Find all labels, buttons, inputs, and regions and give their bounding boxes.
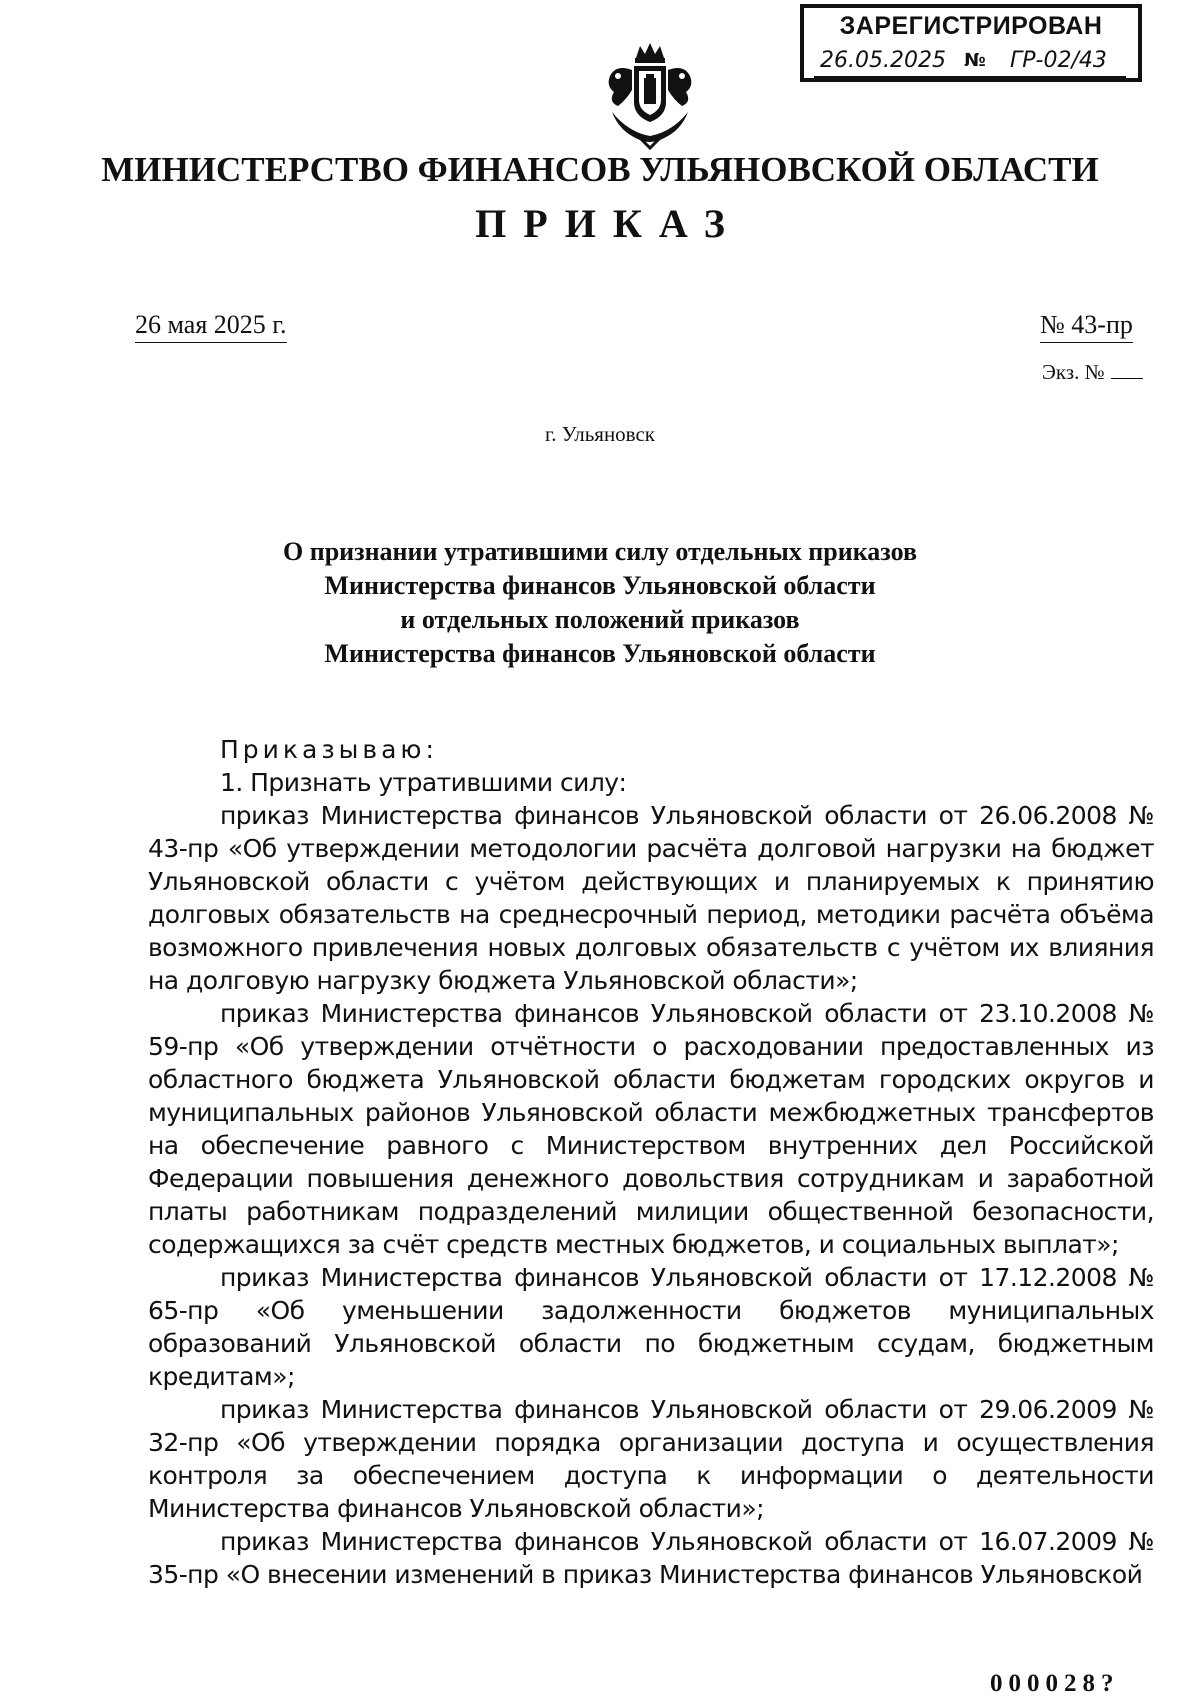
order-subject bbox=[0, 535, 1200, 671]
coat-of-arms-icon bbox=[598, 40, 702, 150]
subject-line: О признании утратившими силу отдельных приказов bbox=[282, 537, 917, 566]
paragraph: приказ Министерства финансов Ульяновской области от 17.12.2008 № 65-пр «Об уменьшении задолженности бюджетов муниципальных образований Ульяновской области по бюджетным ссудам, бюджетным кредитам»; bbox=[148, 1263, 1154, 1391]
order-date: 26 мая 2025 г. bbox=[135, 310, 287, 343]
subject-line: Министерства финансов Ульяновской области bbox=[324, 639, 876, 668]
subject-line: Министерства финансов Ульяновской области bbox=[324, 571, 876, 600]
paragraph: приказ Министерства финансов Ульяновской области от 16.07.2009 № 35-пр «О внесении изменений в приказ Министерства финансов Ульяновской bbox=[148, 1527, 1154, 1589]
city: г. Ульяновск bbox=[544, 422, 655, 446]
ministry-title: МИНИСТЕРСТВО ФИНАНСОВ УЛЬЯНОВСКОЙ ОБЛАСТИ bbox=[101, 150, 1099, 189]
document-type: ПРИКАЗ bbox=[475, 201, 742, 246]
registration-stamp bbox=[800, 4, 1142, 82]
order-word: Приказываю: bbox=[220, 735, 438, 764]
item-1: 1. Признать утратившими силу: bbox=[220, 768, 627, 797]
subject-line: и отдельных положений приказов bbox=[400, 605, 800, 634]
copy-number-blank bbox=[1111, 362, 1143, 379]
stamp-date: 26.05.2025 bbox=[820, 48, 946, 73]
stamp-handwritten-line bbox=[814, 46, 1126, 78]
paragraph: приказ Министерства финансов Ульяновской области от 29.06.2009 № 32-пр «Об утверждении порядка организации доступа и осуществления контроля за обеспечением доступа к информации о деятельности Министерства финансов Ульяновской области»; bbox=[148, 1395, 1154, 1523]
stamp-number-label: № bbox=[964, 50, 986, 71]
copy-number-label: Экз. № bbox=[1042, 360, 1105, 384]
order-body bbox=[148, 733, 1154, 1591]
stamp-number: ГР-02/43 bbox=[1010, 48, 1107, 73]
page-code: 000028? bbox=[990, 1670, 1120, 1697]
order-number: № 43-пр bbox=[1040, 310, 1133, 343]
stamp-title: ЗАРЕГИСТРИРОВАН bbox=[839, 12, 1103, 40]
paragraph: приказ Министерства финансов Ульяновской области от 26.06.2008 № 43-пр «Об утверждении методологии расчёта долговой нагрузки на бюджет Ульяновской области с учётом действующих и планируемых к принятию долговых обязательств на среднесрочный период, методики расчёта объёма возможного привлечения новых долговых обязательств с учётом их влияния на долговую нагрузку бюджета Ульяновской области»; bbox=[148, 801, 1154, 995]
copy-number bbox=[1042, 360, 1143, 385]
paragraph: приказ Министерства финансов Ульяновской области от 23.10.2008 № 59-пр «Об утверждении отчётности о расходовании предоставленных из областного бюджета Ульяновской области бюджетам городских округов и муниципальных районов Ульяновской области межбюджетных трансфертов на обеспечение равного с Министерством внутренних дел Российской Федерации повышения денежного довольствия сотрудникам и заработной платы работникам подразделений милиции общественной безопасности, содержащихся за счёт средств местных бюджетов, и социальных выплат»; bbox=[148, 999, 1154, 1259]
